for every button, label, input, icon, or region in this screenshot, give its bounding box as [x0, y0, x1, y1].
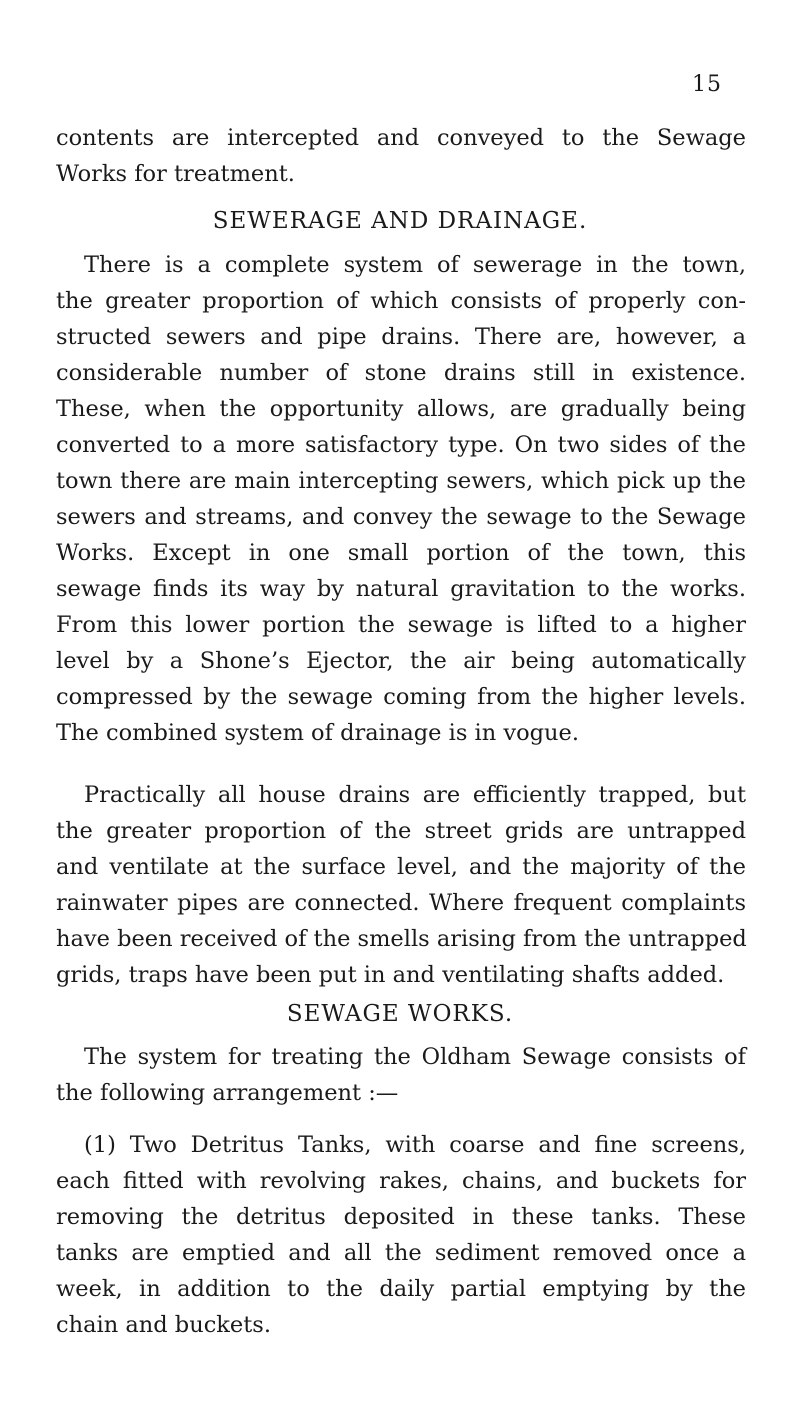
intro-paragraph — [56, 120, 746, 192]
text-line: sewers and streams, and convey the sewage to the Sewage — [56, 504, 746, 530]
text-line: have been received of the smells arising from the untrapped — [56, 926, 747, 952]
text-line: grids, traps have been put in and ventilating shafts added. — [56, 962, 725, 988]
text-line: town there are main intercepting sewers, which pick up the — [56, 468, 746, 494]
sewerage-paragraph-2 — [56, 777, 746, 993]
text-line: Works for treatment. — [56, 161, 295, 187]
text-line: structed sewers and pipe drains. There are, however, a — [56, 324, 746, 350]
sewage-works-paragraph-2 — [56, 1127, 746, 1343]
text-line: From this lower portion the sewage is lifted to a higher — [56, 612, 746, 638]
text-line: Works. Except in one small portion of the town, this — [56, 540, 746, 566]
text-line: chain and buckets. — [56, 1312, 271, 1338]
text-line: compressed by the sewage coming from the higher levels. — [56, 684, 746, 710]
sewerage-paragraph-1 — [56, 247, 746, 751]
text-line: sewage finds its way by natural gravitation to the works. — [56, 576, 746, 602]
text-line: considerable number of stone drains still in existence. — [56, 360, 746, 386]
text-line: removing the detritus deposited in these tanks. These — [56, 1204, 746, 1230]
sewage-works-paragraph-1 — [56, 1039, 746, 1111]
text-line: These, when the opportunity allows, are gradually being — [56, 396, 746, 422]
text-line: level by a Shone’s Ejector, the air being automatically — [56, 648, 746, 674]
text-line: each fitted with revolving rakes, chains, and buckets for — [56, 1168, 746, 1194]
page-number: 15 — [692, 72, 722, 97]
text-line: the following arrangement :— — [56, 1080, 399, 1106]
text-line: and ventilate at the surface level, and the majority of the — [56, 854, 746, 880]
section-heading-sewerage: SEWERAGE AND DRAINAGE. — [212, 208, 588, 234]
section-heading-sewage-works: SEWAGE WORKS. — [286, 1001, 514, 1027]
text-line: converted to a more satisfactory type. On two sides of the — [56, 432, 746, 458]
text-line: week, in addition to the daily partial emptying by the — [56, 1276, 746, 1302]
text-line: tanks are emptied and all the sediment removed once a — [56, 1240, 746, 1266]
text-line: The system for treating the Oldham Sewage consists of — [84, 1044, 746, 1070]
text-line: The combined system of drainage is in vogue. — [56, 720, 579, 746]
text-line: Practically all house drains are efficiently trapped, but — [84, 782, 746, 808]
text-line: the greater proportion of the street grids are untrapped — [56, 818, 746, 844]
text-line: the greater proportion of which consists of properly con- — [56, 288, 746, 314]
text-line: contents are intercepted and conveyed to the Sewage — [56, 125, 746, 151]
text-line: rainwater pipes are connected. Where frequent complaints — [56, 890, 746, 916]
text-line: (1) Two Detritus Tanks, with coarse and fine screens, — [84, 1132, 746, 1158]
text-line: There is a complete system of sewerage in the town, — [84, 252, 746, 278]
